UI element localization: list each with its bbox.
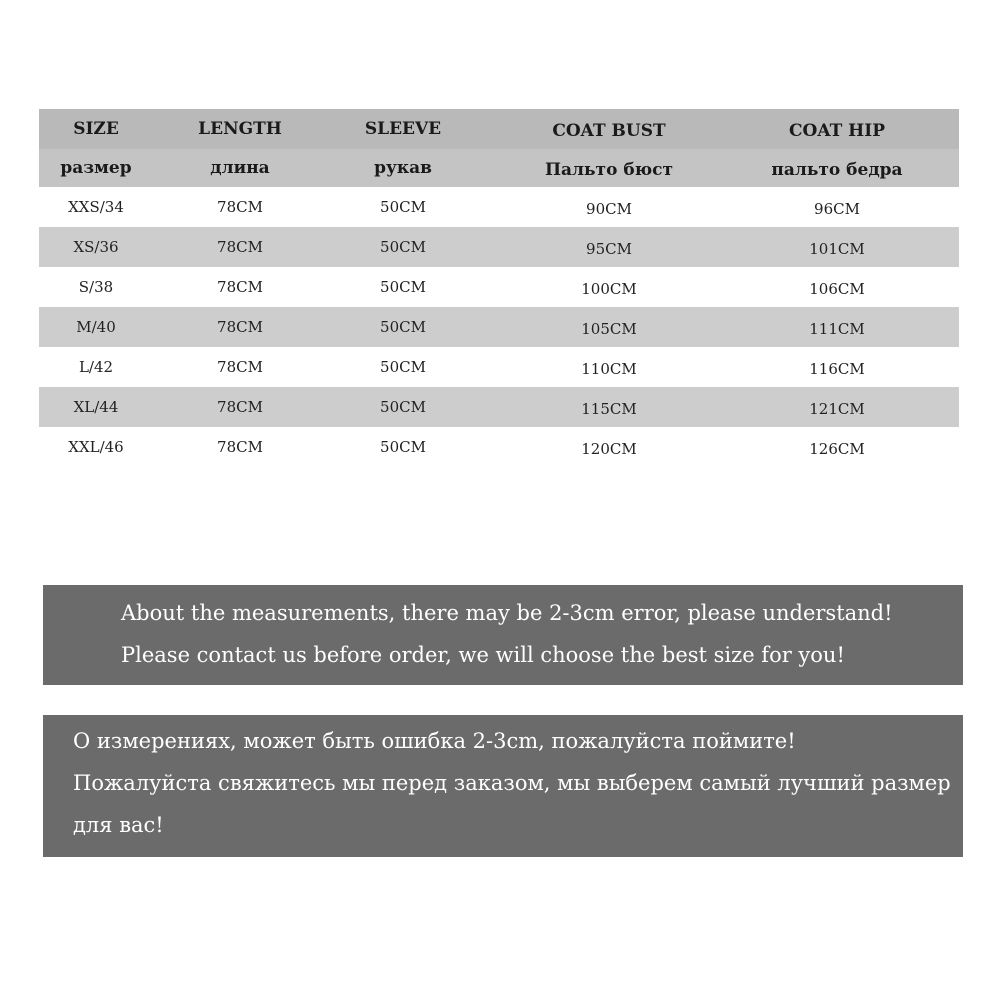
header-size-ru: размер	[60, 158, 132, 178]
note-en-line-1: About the measurements, there may be 2-3cm error, please understand!	[121, 601, 893, 625]
header-length: LENGTH	[198, 119, 282, 139]
cell-sleeve: 50CM	[380, 278, 426, 296]
cell-sleeve: 50CM	[380, 318, 426, 336]
cell-size: XL/44	[73, 398, 119, 416]
cell-size: XS/36	[73, 238, 119, 256]
cell-sleeve: 50CM	[380, 198, 426, 216]
cell-size: M/40	[76, 318, 116, 336]
table-row	[39, 227, 959, 267]
cell-sleeve: 50CM	[380, 238, 426, 256]
table-row	[39, 187, 959, 227]
cell-size: XXS/34	[68, 198, 124, 216]
cell-coat-bust: 100CM	[581, 280, 637, 298]
table-row	[39, 347, 959, 387]
measurement-note-ru	[43, 715, 963, 857]
cell-coat-bust: 115CM	[581, 400, 637, 418]
cell-coat-hip: 101CM	[809, 240, 865, 258]
cell-coat-hip: 121CM	[809, 400, 865, 418]
cell-length: 78CM	[217, 398, 263, 416]
table-header-en	[39, 109, 959, 149]
size-chart-table	[39, 109, 959, 467]
cell-coat-hip: 106CM	[809, 280, 865, 298]
cell-coat-hip: 116CM	[809, 360, 865, 378]
cell-coat-bust: 105CM	[581, 320, 637, 338]
cell-length: 78CM	[217, 198, 263, 216]
header-length-ru: длина	[210, 158, 270, 178]
table-header-ru	[39, 149, 959, 187]
table-row	[39, 307, 959, 347]
cell-length: 78CM	[217, 278, 263, 296]
cell-coat-bust: 95CM	[586, 240, 632, 258]
table-row	[39, 387, 959, 427]
header-coat-hip: COAT HIP	[789, 121, 885, 141]
note-ru-line-3: для вас!	[73, 813, 164, 837]
note-ru-line-1: О измерениях, может быть ошибка 2-3cm, пожалуйста поймите!	[73, 729, 796, 753]
cell-length: 78CM	[217, 318, 263, 336]
header-sleeve: SLEEVE	[364, 119, 442, 139]
header-coat-bust-ru: Пальто бюст	[544, 160, 674, 180]
cell-coat-bust: 110CM	[581, 360, 637, 378]
measurement-note-en	[43, 585, 963, 685]
cell-coat-hip: 126CM	[809, 440, 865, 458]
header-sleeve-ru: рукав	[374, 158, 432, 178]
cell-size: L/42	[78, 358, 114, 376]
cell-coat-bust: 120CM	[581, 440, 637, 458]
cell-size: S/38	[78, 278, 114, 296]
header-coat-hip-ru: пальто бедра	[771, 160, 903, 180]
header-size: SIZE	[73, 119, 119, 139]
note-ru-line-2: Пожалуйста свяжитесь мы перед заказом, мы выберем самый лучший размер	[73, 771, 951, 795]
cell-length: 78CM	[217, 238, 263, 256]
cell-coat-hip: 111CM	[809, 320, 865, 338]
table-row	[39, 267, 959, 307]
header-coat-bust: COAT BUST	[552, 121, 666, 141]
cell-coat-bust: 90CM	[586, 200, 632, 218]
note-en-line-2: Please contact us before order, we will choose the best size for you!	[121, 643, 845, 667]
cell-length: 78CM	[217, 358, 263, 376]
cell-sleeve: 50CM	[380, 358, 426, 376]
table-row	[39, 427, 959, 467]
cell-sleeve: 50CM	[380, 398, 426, 416]
cell-coat-hip: 96CM	[814, 200, 860, 218]
cell-length: 78CM	[217, 438, 263, 456]
cell-sleeve: 50CM	[380, 438, 426, 456]
cell-size: XXL/46	[68, 438, 124, 456]
